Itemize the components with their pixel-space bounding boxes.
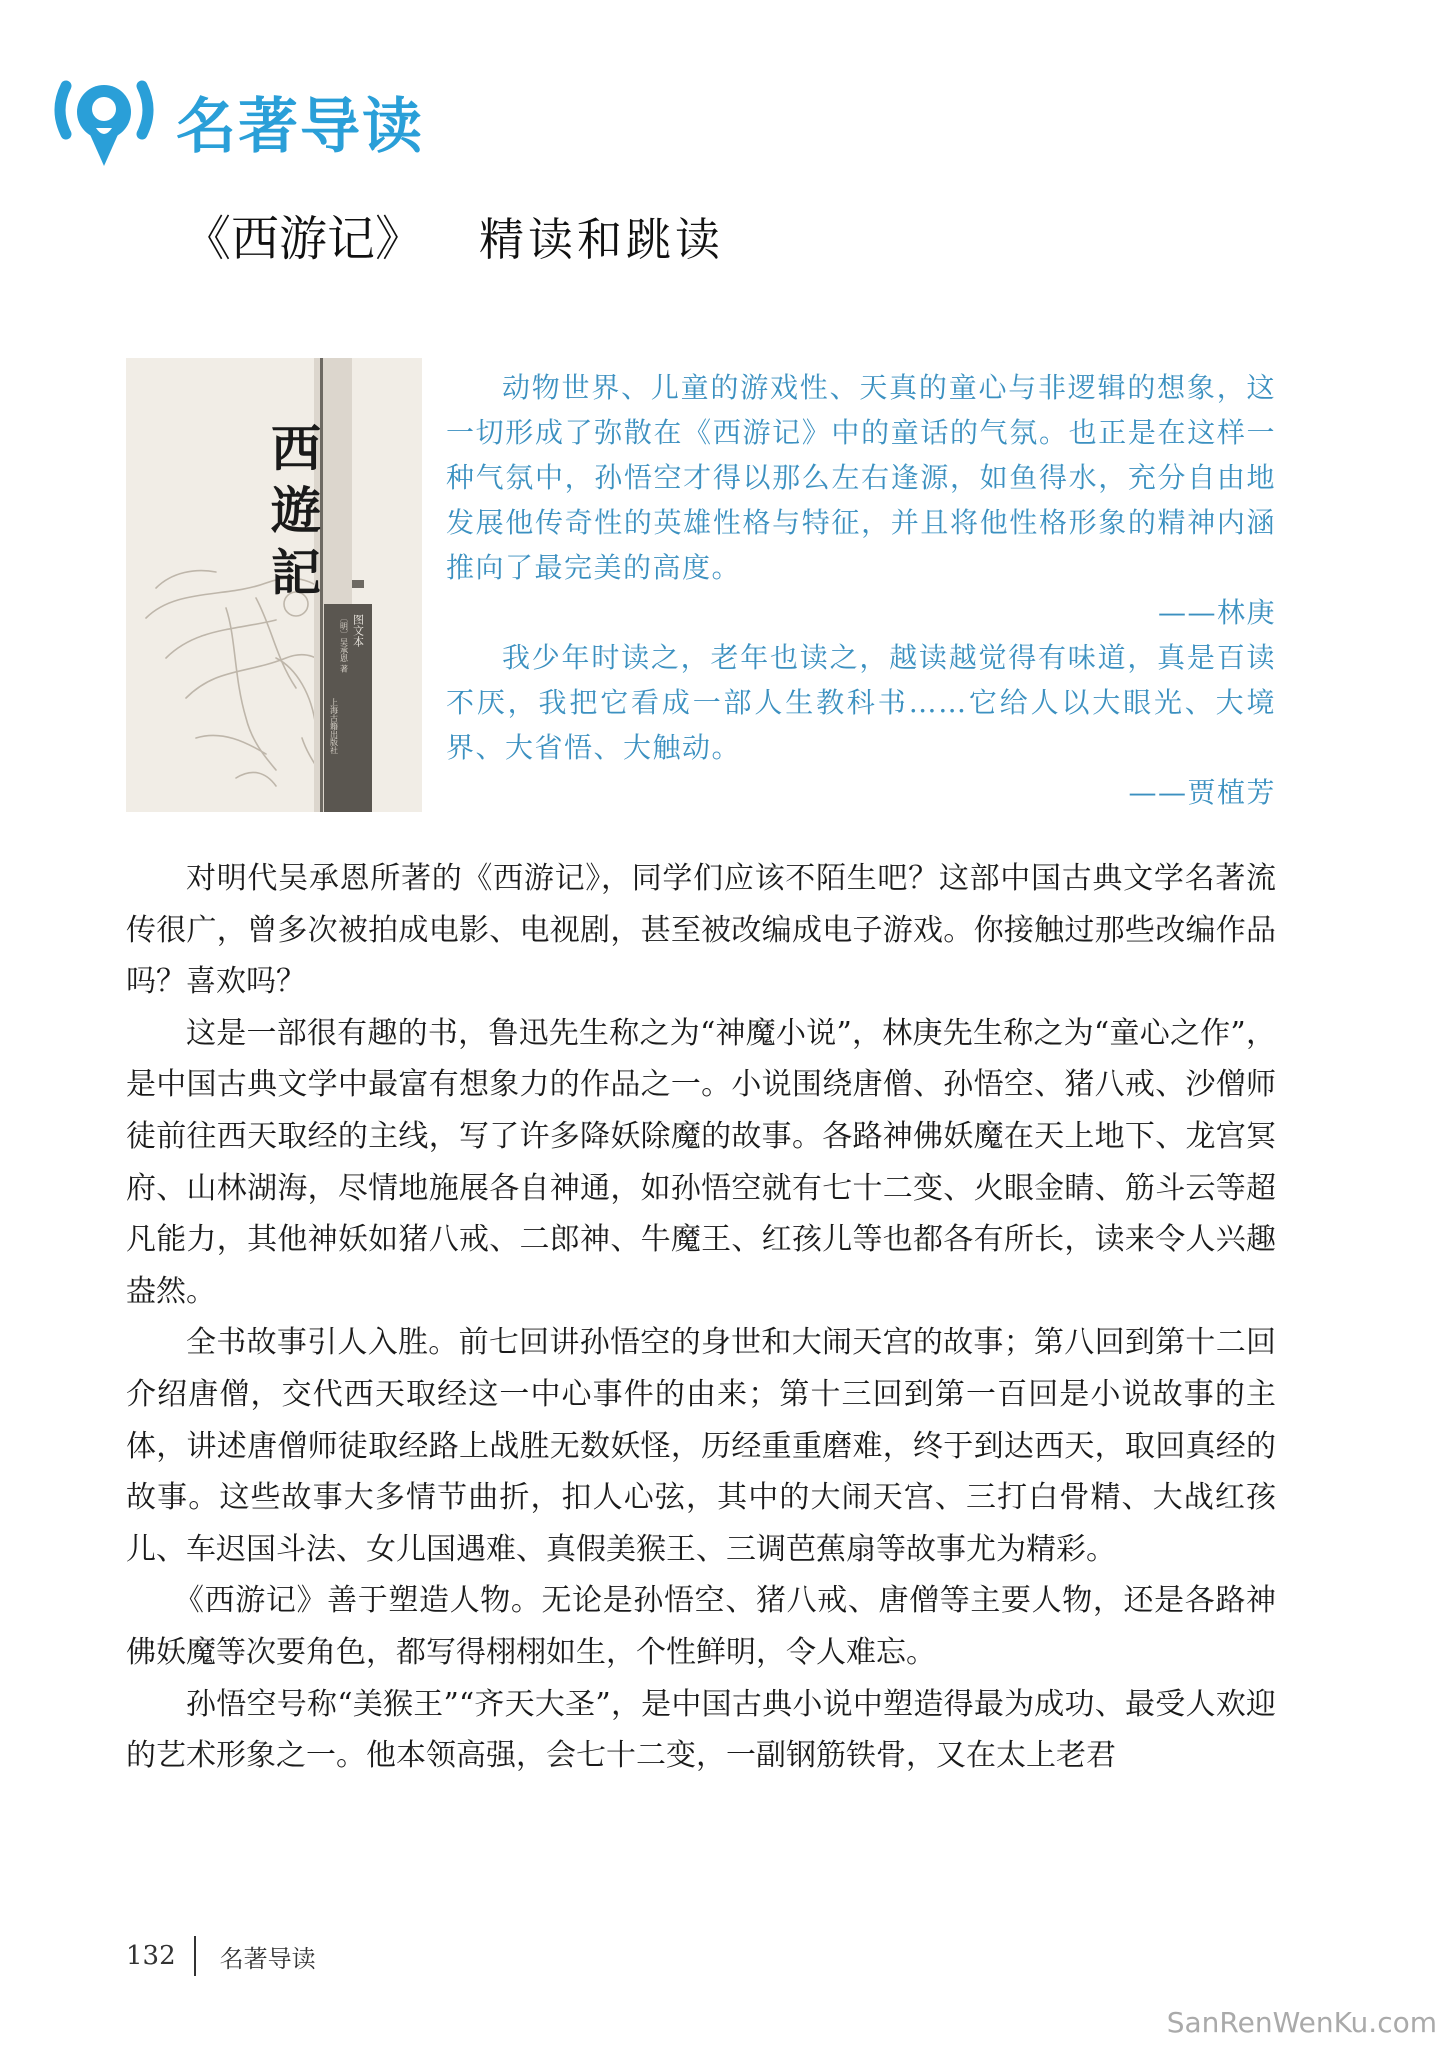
page-footer — [126, 1936, 316, 1976]
quote-attribution: ——贾植芳 — [1128, 776, 1276, 809]
cover-label-publisher: 上海古籍出版社 — [329, 698, 339, 754]
quote-attribution: ——林庚 — [1157, 596, 1276, 629]
footer-section-label: 名著导读 — [219, 1944, 316, 1973]
quote-text: 我少年时读之，老年也读之，越读越觉得有味道，真是百读不厌，我把它看成一部人生教科书……它给人以大眼光、大境界、大省悟、大触动。 — [446, 641, 1276, 764]
body-paragraph: 全书故事引人入胜。前七回讲孙悟空的身世和大闹天宫的故事；第八回到第十二回介绍唐僧，交代西天取经这一中心事件的由来；第十三回到第一百回是小说故事的主体，讲述唐僧师徒取经路上战胜无数妖怪，历经重重磨难，终于到达西天，取回真经的故事。这些故事大多情节曲折，扣人心弦，其中的大闹天宫、三打白骨精、大战红孩儿、车迟国斗法、女儿国遇难、真假美猴王、三调芭蕉扇等故事尤为精彩。 — [126, 1325, 1276, 1567]
reading-pin-icon — [50, 76, 158, 168]
site-watermark: SanRenWenKu.com — [1166, 2006, 1437, 2039]
epigraph-quotes — [446, 365, 1276, 815]
book-cover-image — [126, 358, 422, 812]
cover-title-char-2: 遊 — [271, 481, 321, 540]
cover-illustration — [126, 358, 422, 812]
body-paragraph: 《西游记》善于塑造人物。无论是孙悟空、猪八戒、唐僧等主要人物，还是各路神佛妖魔等次要角色，都写得栩栩如生，个性鲜明，令人难忘。 — [126, 1583, 1276, 1670]
chapter-subtitle: 精读和跳读 — [479, 213, 725, 266]
body-text — [126, 853, 1276, 1782]
body-paragraph: 对明代吴承恩所著的《西游记》，同学们应该不陌生吧？这部中国古典文学名著流传很广，曾多次被拍成电影、电视剧，甚至被改编成电子游戏。你接触过那些改编作品吗？喜欢吗？ — [126, 861, 1276, 1000]
cover-title-char-3: 記 — [271, 543, 321, 602]
page-number: 132 — [126, 1941, 176, 1971]
quote-text: 动物世界、儿童的游戏性、天真的童心与非逻辑的想象，这一切形成了弥散在《西游记》中的童话的气氛。也正是在这样一种气氛中，孙悟空才得以那么左右逢源，如鱼得水，充分自由地发展他传奇性的英雄性格与特征，并且将他性格形象的精神内涵推向了最完美的高度。 — [446, 371, 1276, 584]
footer-divider — [194, 1936, 196, 1976]
chapter-title — [183, 200, 724, 280]
body-paragraph: 这是一部很有趣的书，鲁迅先生称之为“神魔小说”，林庚先生称之为“童心之作”，是中国古典文学中最富有想象力的作品之一。小说围绕唐僧、孙悟空、猪八戒、沙僧师徒前往西天取经的主线，写了许多降妖除魔的故事。各路神佛妖魔在天上地下、龙宫冥府、山林湖海，尽情地施展各自神通，如孙悟空就有七十二变、火眼金睛、筋斗云等超凡能力，其他神妖如猪八戒、二郎神、牛魔王、红孩儿等也都各有所长，读来令人兴趣盎然。 — [126, 1015, 1276, 1309]
section-header — [50, 72, 424, 172]
cover-label-title: 图文本 — [351, 614, 365, 647]
section-title: 名著导读 — [176, 92, 424, 162]
chapter-book-title: 《西游记》 — [183, 211, 424, 267]
cover-label-author: 〔明〕吴承恩 著 — [339, 614, 349, 673]
body-paragraph: 孙悟空号称“美猴王”“齐天大圣”，是中国古典小说中塑造得最为成功、最受人欢迎的艺术形象之一。他本领高强，会七十二变，一副钢筋铁骨，又在太上老君 — [126, 1686, 1276, 1774]
cover-title-char-1: 西 — [271, 419, 321, 478]
